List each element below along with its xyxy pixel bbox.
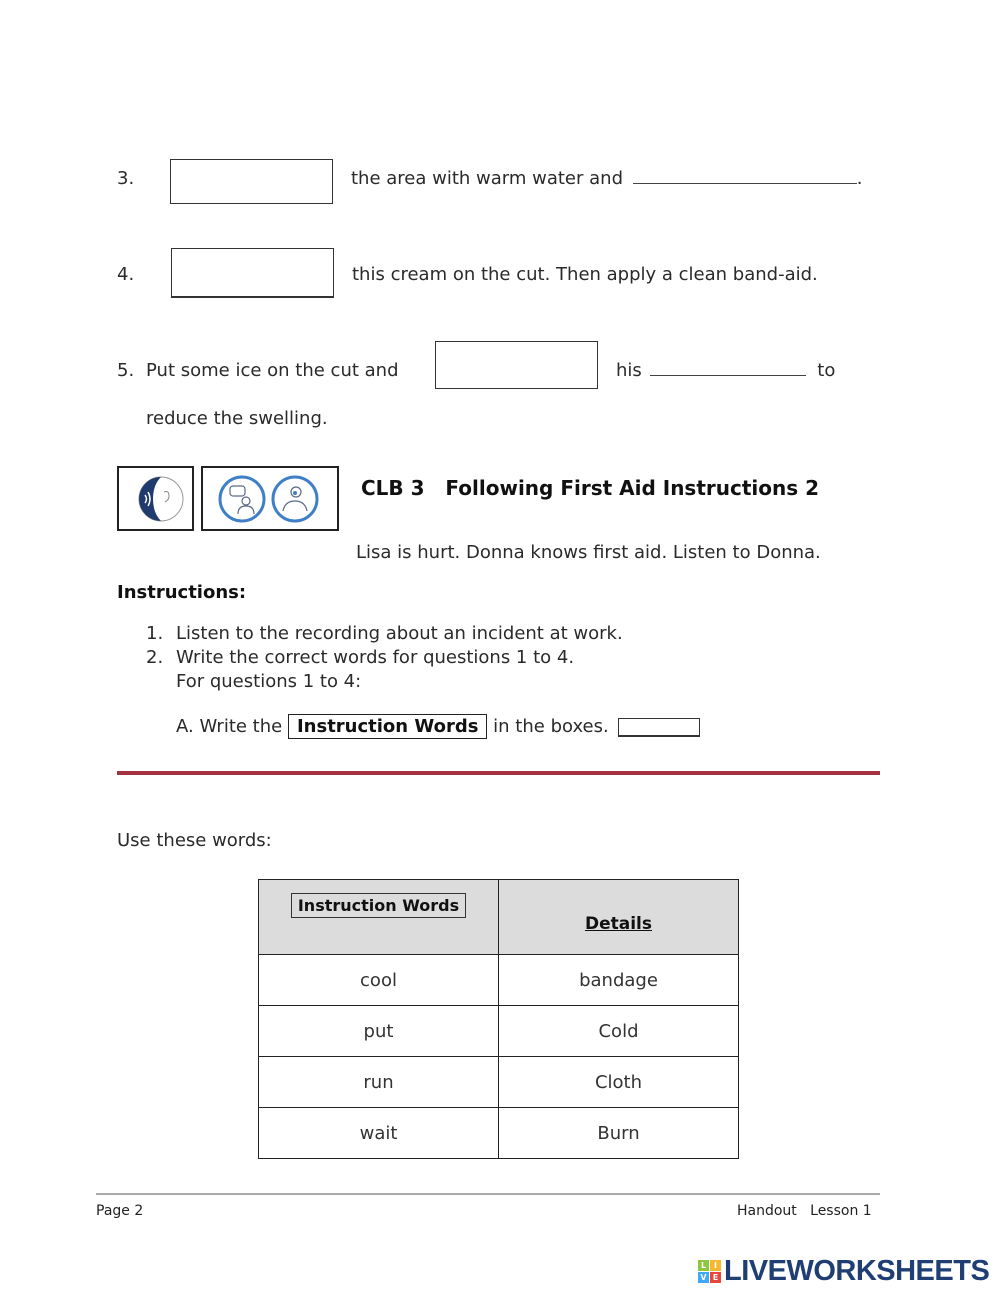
footer-divider: [96, 1193, 880, 1195]
question-5-text-after: [616, 360, 835, 381]
word-bank-header-row: [259, 880, 739, 955]
question-4-text: this cream on the cut. Then apply a clean band-aid.: [352, 264, 818, 285]
instruction-item-1: [146, 623, 623, 644]
instruction-text-1: Listen to the recording about an incident at work.: [176, 623, 623, 644]
instructions-heading: Instructions:: [117, 582, 247, 603]
instruction-words-header: Instruction Words: [291, 893, 466, 918]
listening-ear-icon: [119, 468, 192, 529]
logo-letter-l: L: [698, 1260, 709, 1271]
instruction-item-2: [146, 647, 574, 668]
answer-box-q3[interactable]: [170, 159, 333, 204]
logo-text: LIVEWORKSHEETS: [724, 1255, 990, 1287]
question-5-his: his: [616, 360, 642, 381]
speaking-person-icon: [211, 468, 271, 529]
footer-page: Page 2: [96, 1203, 144, 1219]
table-row: [259, 1108, 739, 1159]
question-3-number: 3.: [117, 168, 135, 189]
instruction-num-2: 2.: [146, 647, 164, 668]
listening-person-icon: [265, 468, 325, 529]
details-header: Details: [584, 913, 652, 934]
instruction-text-2: Write the correct words for questions 1 to 4.: [176, 647, 575, 668]
detail-cell: Cold: [499, 1006, 739, 1057]
instruction-sub: For questions 1 to 4:: [176, 671, 362, 692]
instruction-a: [176, 716, 609, 737]
logo-letter-v: V: [698, 1272, 709, 1283]
word-bank-label: Use these words:: [117, 830, 272, 851]
detail-cell: Burn: [499, 1108, 739, 1159]
instruction-a-suffix: in the boxes.: [493, 716, 609, 737]
question-5-to: to: [817, 360, 836, 381]
blank-line-q5[interactable]: [650, 375, 806, 376]
header-details: [499, 880, 739, 955]
table-row: [259, 1057, 739, 1108]
detail-cell: bandage: [499, 955, 739, 1006]
word-bank-table: [258, 879, 739, 1159]
footer-lesson: Handout Lesson 1: [737, 1203, 872, 1219]
question-5-text-before: Put some ice on the cut and: [146, 360, 399, 381]
detail-cell: Cloth: [499, 1057, 739, 1108]
question-5-number: 5.: [117, 360, 135, 381]
question-5-line2: reduce the swelling.: [146, 408, 328, 429]
section-divider: [117, 771, 880, 775]
page-title: CLB 3 Following First Aid Instructions 2: [361, 476, 820, 500]
word-cell: put: [259, 1006, 499, 1057]
logo-letter-e: E: [710, 1272, 721, 1283]
instruction-a-prefix: A. Write the: [176, 716, 283, 737]
blank-line-q3[interactable]: [633, 183, 857, 184]
instruction-num-1: 1.: [146, 623, 164, 644]
liveworksheets-logo[interactable]: [698, 1255, 989, 1288]
answer-box-q5[interactable]: [435, 341, 598, 389]
logo-letter-i: I: [710, 1260, 721, 1271]
instruction-words-label: Instruction Words: [288, 714, 487, 739]
table-row: [259, 1006, 739, 1057]
example-answer-box: [618, 718, 700, 737]
word-cell: wait: [259, 1108, 499, 1159]
word-cell: cool: [259, 955, 499, 1006]
logo-squares-icon: [698, 1260, 721, 1283]
question-3-text: [351, 168, 862, 189]
listen-icon-box: [117, 466, 194, 531]
speak-listen-icon-box: [201, 466, 339, 531]
page-subtitle: Lisa is hurt. Donna knows first aid. Listen to Donna.: [356, 542, 821, 563]
question-3-period: .: [856, 168, 863, 189]
question-4-number: 4.: [117, 264, 135, 285]
question-3-text-part: the area with warm water and: [351, 168, 623, 189]
answer-box-q4[interactable]: [171, 248, 334, 298]
header-instruction-words: [259, 880, 499, 955]
table-row: [259, 955, 739, 1006]
word-cell: run: [259, 1057, 499, 1108]
